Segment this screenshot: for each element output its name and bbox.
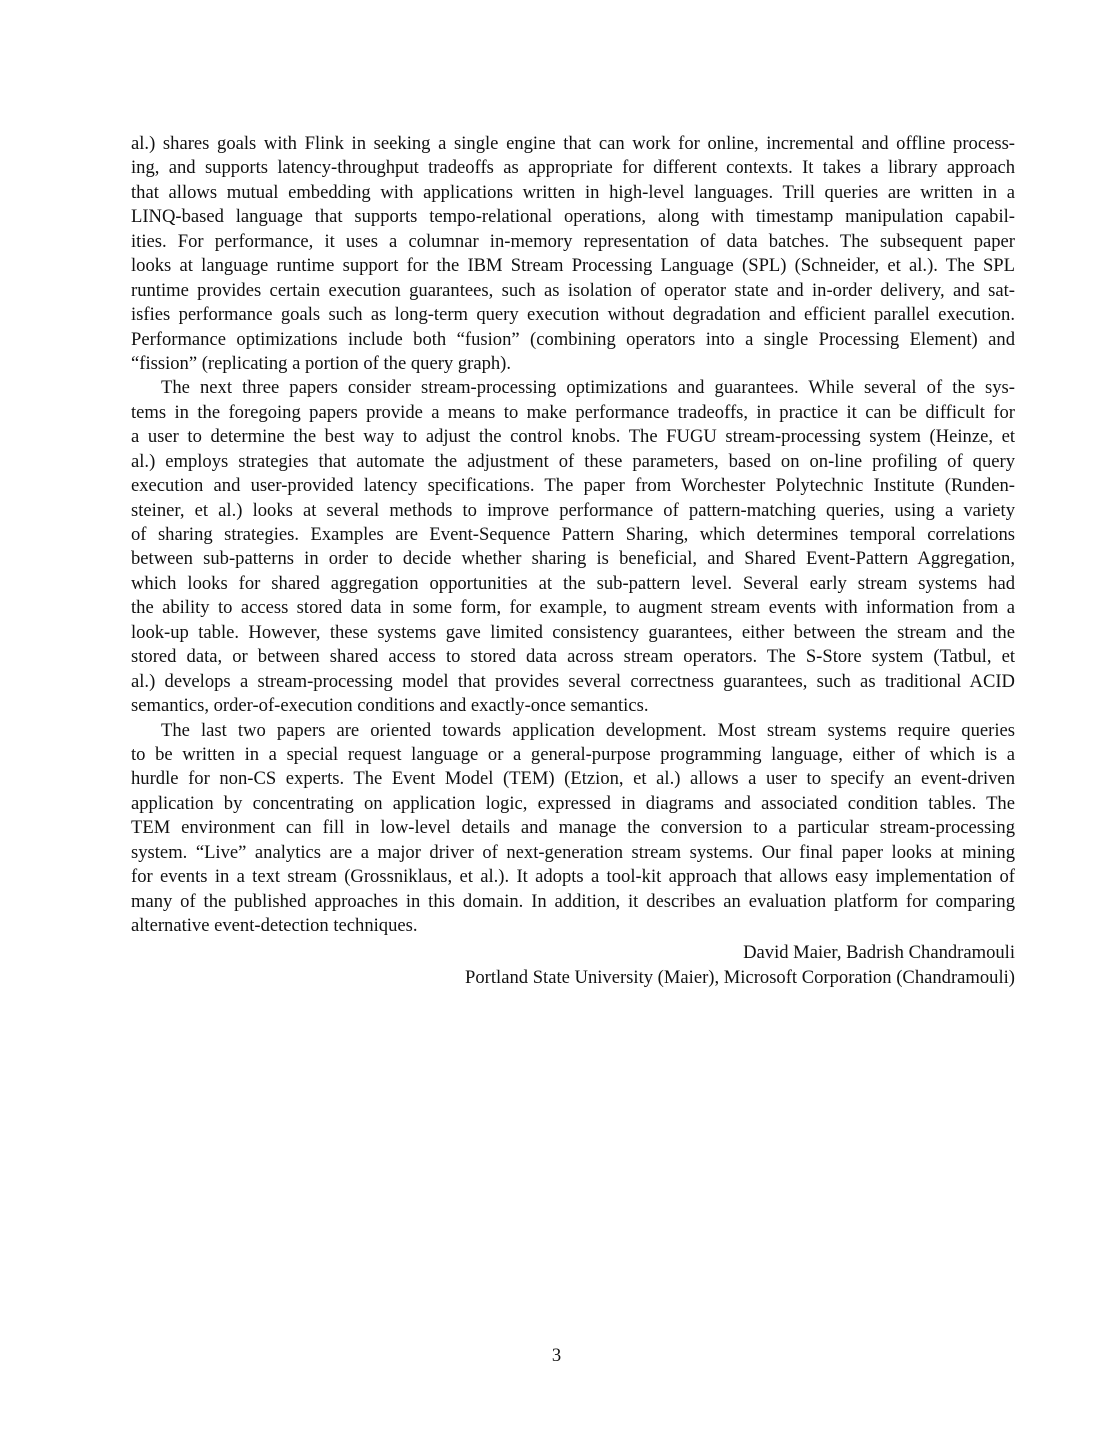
text-line: alternative event-detection techniques. (131, 915, 418, 936)
page-number: 3 (551, 1345, 562, 1366)
text-line: al.) shares goals with Flink in seeking a single engine that can work for online, incremental and offline process- (131, 133, 1015, 154)
text-line: semantics, order-of-execution conditions and exactly-once semantics. (131, 695, 649, 717)
text-line: system. “Live” analytics are a major driver of next-generation stream systems. Our final paper looks at mining (131, 841, 1015, 863)
text-line: of sharing strategies. Examples are Event-Sequence Pattern Sharing, which determines temporal correlations (131, 524, 1015, 545)
text-line: looks at language runtime support for the IBM Stream Processing Language (SPL) (Schneider, et al.). The SPL (131, 255, 1015, 277)
signature-block (131, 941, 1015, 990)
text-line: al.) develops a stream-processing model that provides several correctness guarantees, such as traditional ACID (131, 670, 1015, 692)
text-line: runtime provides certain execution guarantees, such as isolation of operator state and in-order delivery, and sat- (131, 279, 1015, 301)
text-line: al.) employs strategies that automate the adjustment of these parameters, based on on-line profiling of query (131, 450, 1015, 472)
text-line: isfies performance goals such as long-term query execution without degradation and efficient parallel execution. (131, 304, 1015, 326)
paragraph (131, 132, 1015, 376)
text-line: ities. For performance, it uses a columnar in-memory representation of data batches. The subsequent paper (131, 230, 1015, 252)
text-line: hurdle for non-CS experts. The Event Model (TEM) (Etzion, et al.) allows a user to specify an event-driven (131, 768, 1015, 790)
text-line: look-up table. However, these systems gave limited consistency guarantees, either between the stream and the (131, 621, 1015, 643)
text-line: between sub-patterns in order to decide whether sharing is beneficial, and Shared Event-Pattern Aggregation, (131, 548, 1015, 570)
paragraph (131, 719, 1015, 939)
text-line: tems in the foregoing papers provide a means to make performance tradeoffs, in practice it can be difficult for (131, 401, 1015, 423)
text-line: application by concentrating on application logic, expressed in diagrams and associated condition tables. The (131, 792, 1015, 814)
text-line: for events in a text stream (Grossniklaus, et al.). It adopts a tool-kit approach that allows easy implementation of (131, 866, 1015, 888)
text-line: steiner, et al.) looks at several methods to improve performance of pattern-matching queries, using a variety (131, 499, 1015, 521)
signature-authors: David Maier, Badrish Chandramouli (743, 942, 1015, 964)
paragraph (131, 376, 1015, 718)
text-line: the ability to access stored data in some form, for example, to augment stream events with information from a (131, 597, 1015, 619)
text-line: Performance optimizations include both “fusion” (combining operators into a single Processing Element) and (131, 328, 1015, 350)
text-line: to be written in a special request language or a general-purpose programming language, either of which is a (131, 743, 1015, 765)
text-line: execution and user-provided latency specifications. The paper from Worchester Polytechnic Institute (Runden- (131, 475, 1015, 497)
text-line: “fission” (replicating a portion of the query graph). (131, 352, 512, 374)
text-line: that allows mutual embedding with applications written in high-level languages. Trill queries are written in a (131, 181, 1015, 203)
text-line: many of the published approaches in this domain. In addition, it describes an evaluation platform for comparing (131, 890, 1015, 912)
text-line: The last two papers are oriented towards application development. Most stream systems require queries (161, 719, 1015, 741)
text-line: ing, and supports latency-throughput tradeoffs as appropriate for different contexts. It takes a library approach (131, 157, 1015, 179)
paragraphs (131, 132, 1015, 938)
text-line: which looks for shared aggregation opportunities at the sub-pattern level. Several early stream systems had (131, 572, 1015, 594)
body-text (131, 132, 1015, 991)
text-line: LINQ-based language that supports tempo-relational operations, along with timestamp manipulation capabil- (131, 206, 1015, 228)
signature-affiliations: Portland State University (Maier), Microsoft Corporation (Chandramouli) (465, 967, 1015, 989)
text-line: stored data, or between shared access to stored data across stream operators. The S-Store system (Tatbul, et (131, 646, 1015, 668)
text-line: The next three papers consider stream-processing optimizations and guarantees. While several of the sys- (161, 377, 1015, 399)
text-line: TEM environment can fill in low-level details and manage the conversion to a particular stream-processing (131, 817, 1015, 839)
text-line: a user to determine the best way to adjust the control knobs. The FUGU stream-processing system (Heinze, et (131, 426, 1015, 448)
